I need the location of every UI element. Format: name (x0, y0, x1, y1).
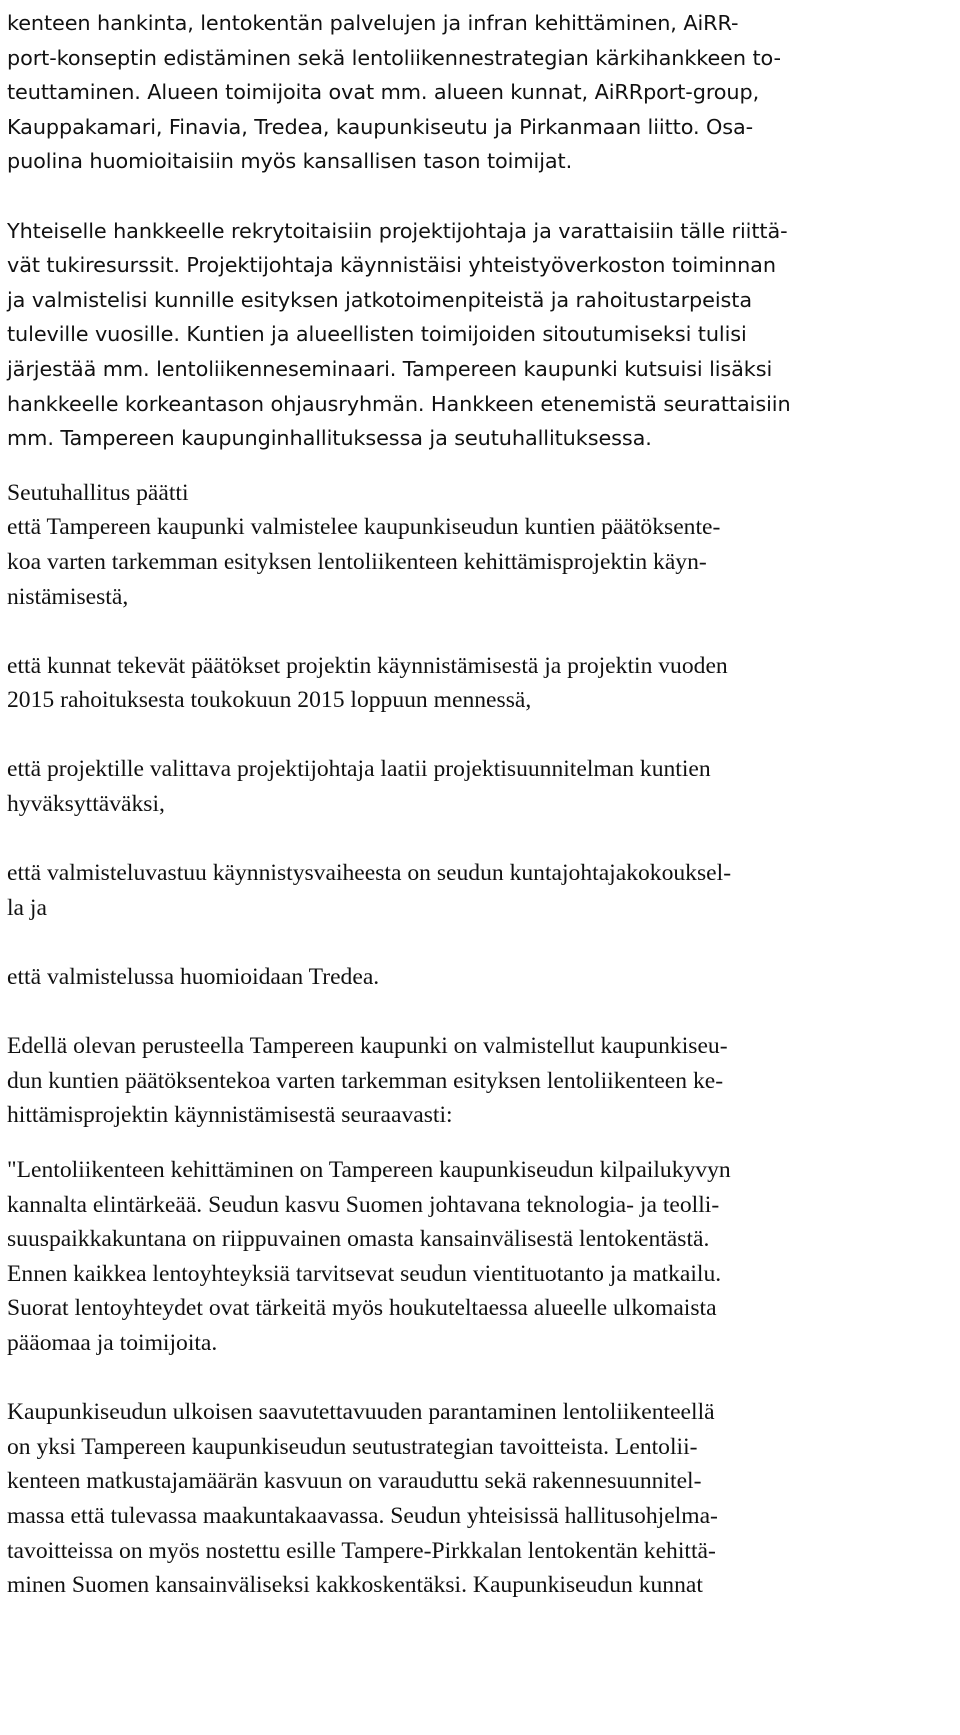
text-line: dun kuntien päätöksentekoa varten tarkemman esityksen lentoliikenteen ke- (7, 1067, 724, 1094)
text-line: 2015 rahoituksesta toukokuun 2015 loppuun mennessä, (7, 687, 532, 714)
paragraph-quote-importance (7, 1153, 957, 1361)
text-line: että valmisteluvastuu käynnistysvaiheesta on seudun kuntajohtajakokouksel- (7, 860, 732, 887)
decision-heading: Seutuhallitus päätti (7, 479, 189, 506)
text-line: pääomaa ja toimijoita. (7, 1329, 218, 1356)
text-line: vät tukiresurssit. Projektijohtaja käynnistäisi yhteistyöverkoston toiminnan (7, 253, 776, 278)
text-line: hyväksyttäväksi, (7, 791, 165, 818)
text-line: minen Suomen kansainväliseksi kakkoskentäksi. Kaupunkiseudun kunnat (7, 1572, 703, 1599)
text-line: Edellä olevan perusteella Tampereen kaupunki on valmistellut kaupunkiseu- (7, 1033, 728, 1060)
text-line: hankkeelle korkeantason ohjausryhmän. Hankkeen etenemistä seurattaisiin (7, 391, 791, 416)
text-line: tuleville vuosille. Kuntien ja alueellisten toimijoiden sitoutumiseksi tulisi (7, 322, 747, 347)
text-line: teuttaminen. Alueen toimijoita ovat mm. alueen kunnat, AiRRport-group, (7, 80, 760, 105)
paragraph-gap (7, 1133, 960, 1153)
paragraph-decision-item-5 (7, 960, 957, 995)
paragraph-gap (7, 614, 960, 649)
text-line: mm. Tampereen kaupunginhallituksessa ja seutuhallituksessa. (7, 426, 652, 451)
text-line: ja valmistelisi kunnille esityksen jatkotoimenpiteistä ja rahoitustarpeista (7, 287, 752, 312)
paragraph-decision-item-2 (7, 649, 957, 718)
text-line: Suorat lentoyhteydet ovat tärkeitä myös houkuteltaessa alueelle ulkomaista (7, 1295, 717, 1322)
text-line: suuspaikkakuntana on riippuvainen omasta kansainvälisestä lentokentästä. (7, 1226, 710, 1253)
paragraph-gap (7, 925, 960, 960)
paragraph-gap (7, 179, 960, 214)
text-line: tavoitteissa on myös nostettu esille Tampere-Pirkkalan lentokentän kehittä- (7, 1537, 716, 1564)
text-line: kannalta elintärkeää. Seudun kasvu Suomen johtavana teknologia- ja teolli- (7, 1191, 720, 1218)
text-line: Ennen kaikkea lentoyhteyksiä tarvitsevat seudun vientituotanto ja matkailu. (7, 1260, 722, 1287)
paragraph-decision (7, 476, 957, 614)
text-line: port-konseptin edistäminen sekä lentoliikennestrategian kärkihankkeen to- (7, 45, 781, 70)
paragraph-gap (7, 822, 960, 857)
paragraph-project-manager (7, 214, 957, 456)
text-line: kenteen matkustajamäärän kasvuun on varauduttu sekä rakennesuunnitel- (7, 1468, 702, 1495)
text-line: la ja (7, 894, 47, 921)
text-line: on yksi Tampereen kaupunkiseudun seutustrategian tavoitteista. Lentolii- (7, 1433, 698, 1460)
text-line: että Tampereen kaupunki valmistelee kaupunkiseudun kuntien päätöksente- (7, 514, 721, 541)
paragraph-gap (7, 456, 960, 476)
text-line: järjestää mm. lentoliikenneseminaari. Tampereen kaupunki kutsuisi lisäksi (7, 356, 773, 381)
text-line: että valmistelussa huomioidaan Tredea. (7, 964, 380, 991)
paragraph-gap (7, 995, 960, 1030)
text-line: massa että tulevassa maakuntakaavassa. Seudun yhteisissä hallitusohjelma- (7, 1502, 718, 1529)
paragraph-accessibility (7, 1395, 957, 1603)
text-line: hittämisprojektin käynnistämisestä seuraavasti: (7, 1102, 453, 1129)
text-line: Yhteiselle hankkeelle rekrytoitaisiin projektijohtaja ja varattaisiin tälle riittä- (7, 218, 788, 243)
text-line: kenteen hankinta, lentokentän palvelujen ja infran kehittäminen, AiRR- (7, 11, 739, 35)
text-line: Kauppakamari, Finavia, Tredea, kaupunkiseutu ja Pirkanmaan liitto. Osa- (7, 114, 754, 139)
paragraph-preparation (7, 1029, 957, 1133)
paragraph-project-scope (7, 6, 957, 179)
text-line: että kunnat tekevät päätökset projektin käynnistämisestä ja projektin vuoden (7, 652, 728, 679)
text-line: että projektille valittava projektijohtaja laatii projektisuunnitelman kuntien (7, 756, 711, 783)
text-line: "Lentoliikenteen kehittäminen on Tampereen kaupunkiseudun kilpailukyvyn (7, 1157, 731, 1183)
paragraph-decision-item-4 (7, 856, 957, 925)
paragraph-gap (7, 1361, 960, 1396)
text-line: puolina huomioitaisiin myös kansallisen tason toimijat. (7, 149, 573, 174)
text-line: koa varten tarkemman esityksen lentoliikenteen kehittämisprojektin käyn- (7, 548, 707, 575)
text-line: Kaupunkiseudun ulkoisen saavutettavuuden parantaminen lentoliikenteellä (7, 1399, 715, 1426)
text-line: nistämisestä, (7, 583, 129, 610)
paragraph-gap (7, 718, 960, 753)
paragraph-decision-item-3 (7, 752, 957, 821)
